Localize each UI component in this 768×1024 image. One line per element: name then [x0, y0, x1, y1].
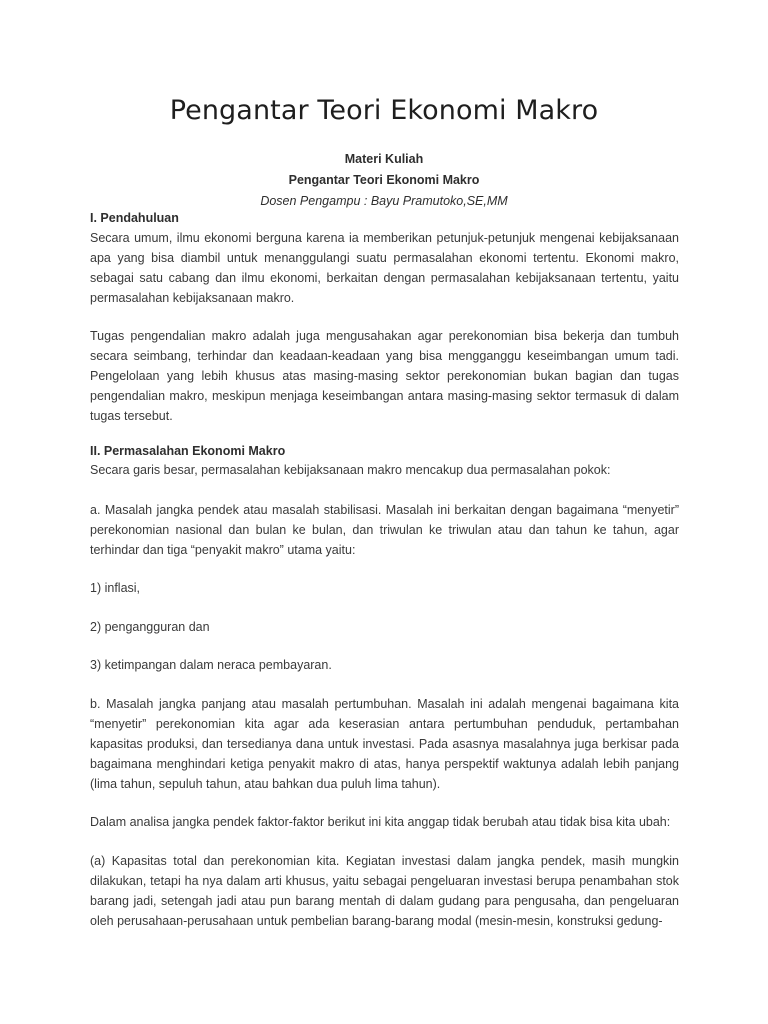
lecturer-line: Dosen Pengampu : Bayu Pramutoko,SE,MM: [260, 194, 508, 208]
paragraph-factor-a: (a) Kapasitas total dan perekonomian kita. Kegiatan investasi dalam jangka pendek, masih mungkin dilakukan, tetapi ha nya dalam arti khusus, yaitu sebagai pengeluaran investasi berupa penambahan stok barang jadi, setengah jadi atau pun barang mentah di dalam gudang para pengusaha, dan pengeluaran oleh perusahaan-perusahaan untuk pembelian barang-barang modal (mesin-mesin, konstruksi gedung-: [90, 854, 679, 928]
list-item: 1) inflasi,: [90, 581, 141, 595]
section-heading-introduction: I. Pendahuluan: [90, 211, 179, 225]
document-title: Pengantar Teori Ekonomi Makro: [169, 95, 599, 126]
list-item: 3) ketimpangan dalam neraca pembayaran.: [90, 658, 332, 672]
section-heading-problems: II. Permasalahan Ekonomi Makro: [90, 444, 286, 458]
paragraph: Secara garis besar, permasalahan kebijaksanaan makro mencakup dua permasalahan pokok:: [90, 463, 611, 477]
paragraph: Tugas pengendalian makro adalah juga mengusahakan agar perekonomian bisa bekerja dan tumbuh secara seimbang, terhindar dan keadaan-keadaan yang bisa mengganggu keseimbangan umum tadi. Pengelolaan yang lebih khusus atas masing-masing sektor perekonomian bukan bagian dan tugas pengendalian makro, meskipun menjaga keseimbangan antara masing-masing sektor termasuk di dalam tugas tersebut.: [90, 329, 679, 423]
list-item: 2) pengangguran dan: [90, 620, 210, 634]
paragraph: Dalam analisa jangka pendek faktor-faktor berikut ini kita anggap tidak berubah atau tidak bisa kita ubah:: [90, 815, 671, 829]
paragraph: Secara umum, ilmu ekonomi berguna karena ia memberikan petunjuk-petunjuk mengenai kebijaksanaan apa yang bisa diambil untuk menanggulangi suatu permasalahan ekonomi tertentu. Ekonomi makro, sebagai satu cabang dan ilmu ekonomi, berkaitan dengan permasalahan kebijaksanaan tertentu, yaitu permasalahan kebijaksanaan makro.: [90, 231, 679, 305]
paragraph-point-a: a. Masalah jangka pendek atau masalah stabilisasi. Masalah ini berkaitan dengan bagaimana “menyetir” perekonomian nasional dan bulan ke bulan, dan triwulan ke triwulan atau dan tahun ke tahun, agar terhindar dan tiga “penyakit makro” utama yaitu:: [90, 503, 679, 557]
course-material-label: Materi Kuliah: [344, 152, 424, 166]
course-title: Pengantar Teori Ekonomi Makro: [288, 173, 480, 187]
paragraph-point-b: b. Masalah jangka panjang atau masalah pertumbuhan. Masalah ini adalah mengenai bagaimana kita “menyetir” perekonomian kita agar ada keserasian antara pertumbuhan penduduk, pertambahan kapasitas produksi, dan tersedianya dana untuk investasi. Pada asasnya masalahnya juga berkisar pada bagaimana menghindari ketiga penyakit makro di atas, hanya perspektif waktunya adalah lebih panjang (lima tahun, sepuluh tahun, atau bahkan dua puluh lima tahun).: [90, 697, 679, 791]
